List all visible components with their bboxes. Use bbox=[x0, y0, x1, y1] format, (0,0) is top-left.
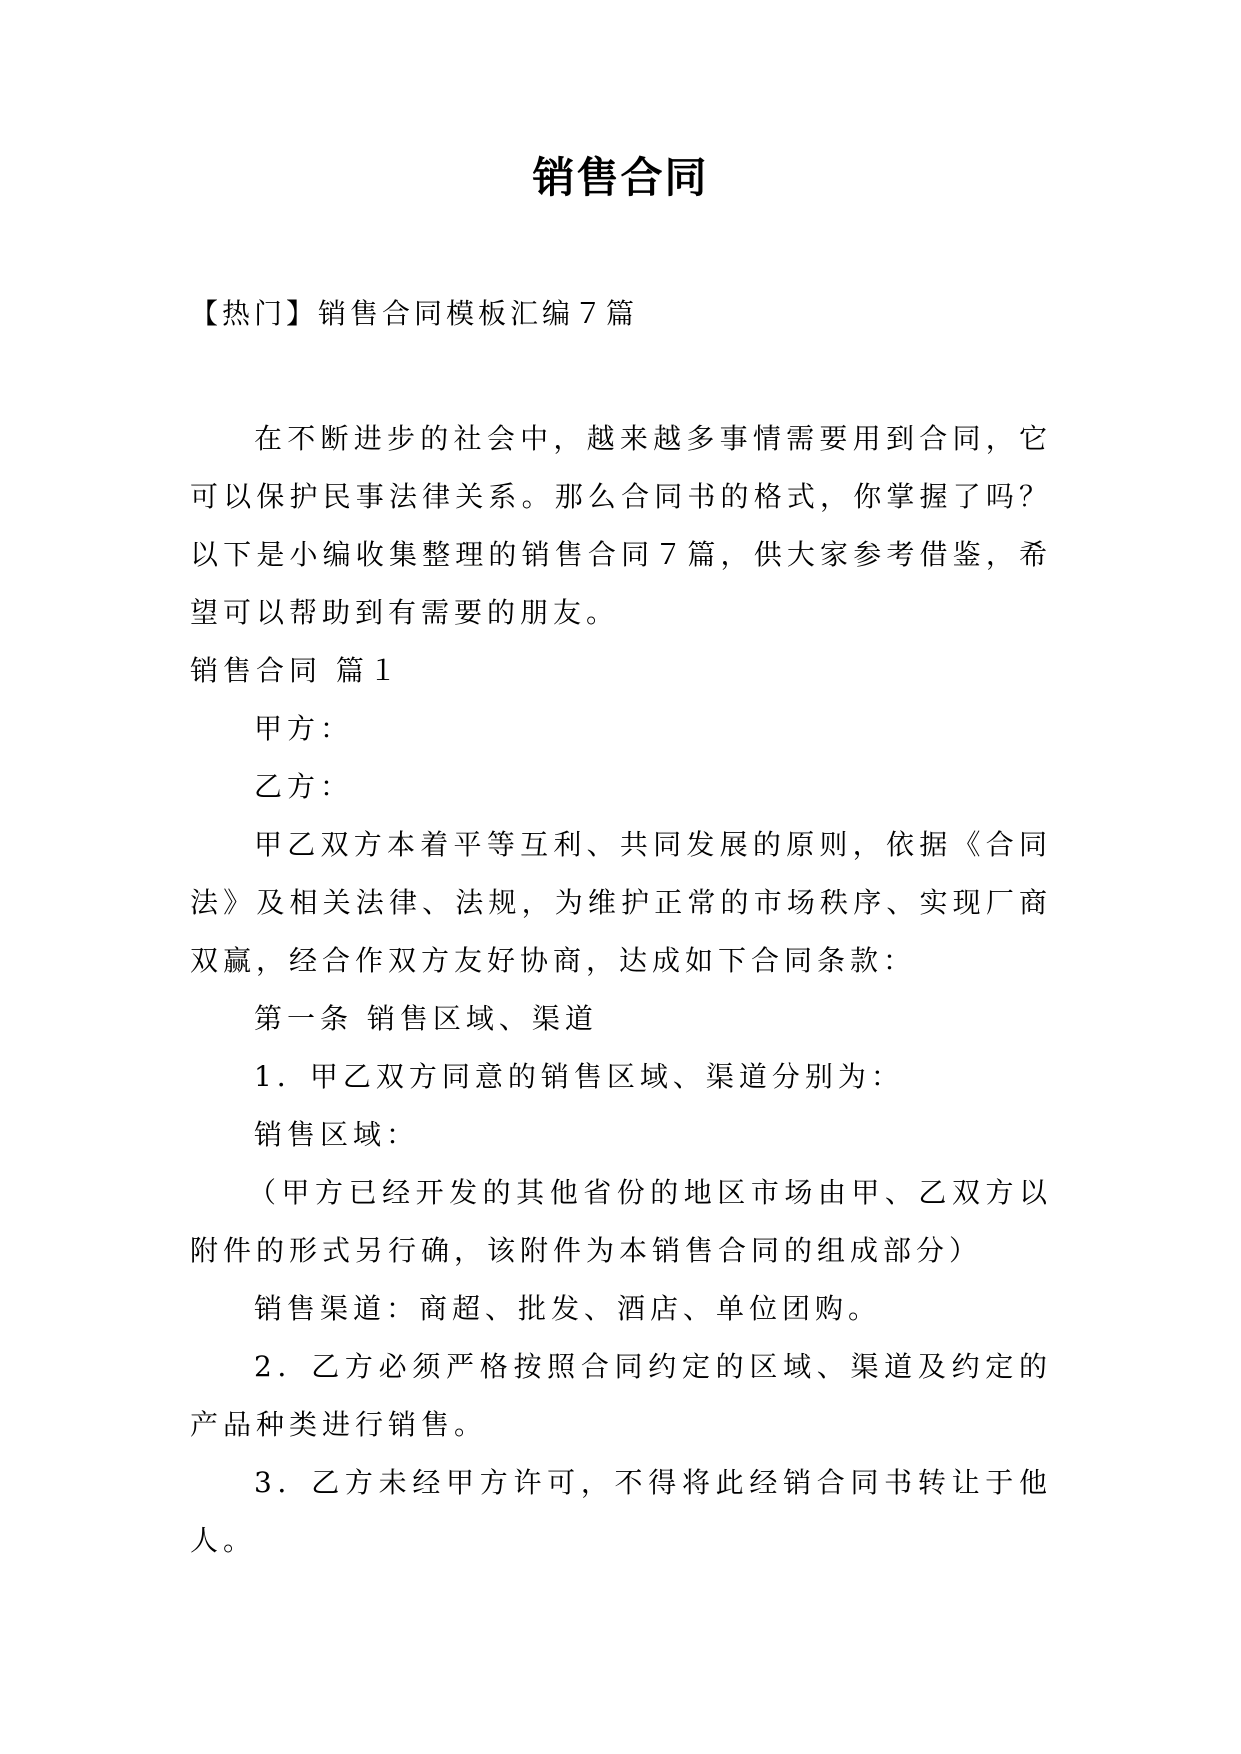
section-heading: 销售合同 篇１ bbox=[190, 654, 402, 687]
sales-region-note: （甲方已经开发的其他省份的地区市场由甲、乙双方以附件的形式另行确，该附件为本销售合同的组成部分） bbox=[190, 1176, 1052, 1267]
document-subtitle: 【热门】销售合同模板汇编７篇 bbox=[190, 297, 639, 330]
clause-3: 3．乙方未经甲方许可，不得将此经销合同书转让于他人。 bbox=[190, 1466, 1052, 1557]
clause-1: 1．甲乙双方同意的销售区域、渠道分别为： bbox=[254, 1060, 904, 1093]
party-b-line: 乙方： bbox=[254, 770, 354, 803]
document-title: 销售合同 bbox=[532, 153, 709, 202]
sales-region-label: 销售区域： bbox=[254, 1118, 420, 1151]
preamble-paragraph: 甲乙双方本着平等互利、共同发展的原则，依据《合同法》及相关法律、法规，为维护正常的市场秩序、实现厂商双赢，经合作双方友好协商，达成如下合同条款： bbox=[190, 828, 1052, 977]
party-a-line: 甲方： bbox=[254, 712, 354, 745]
document-body bbox=[190, 410, 1052, 1570]
clause-2: 2．乙方必须严格按照合同约定的区域、渠道及约定的产品种类进行销售。 bbox=[190, 1350, 1052, 1441]
intro-paragraph: 在不断进步的社会中，越来越多事情需要用到合同，它可以保护民事法律关系。那么合同书的格式，你掌握了吗？以下是小编收集整理的销售合同７篇，供大家参考借鉴，希望可以帮助到有需要的朋友。 bbox=[190, 422, 1052, 629]
sales-channel-line: 销售渠道：商超、批发、酒店、单位团购。 bbox=[254, 1292, 882, 1325]
article-1-heading: 第一条 销售区域、渠道 bbox=[254, 1002, 598, 1035]
